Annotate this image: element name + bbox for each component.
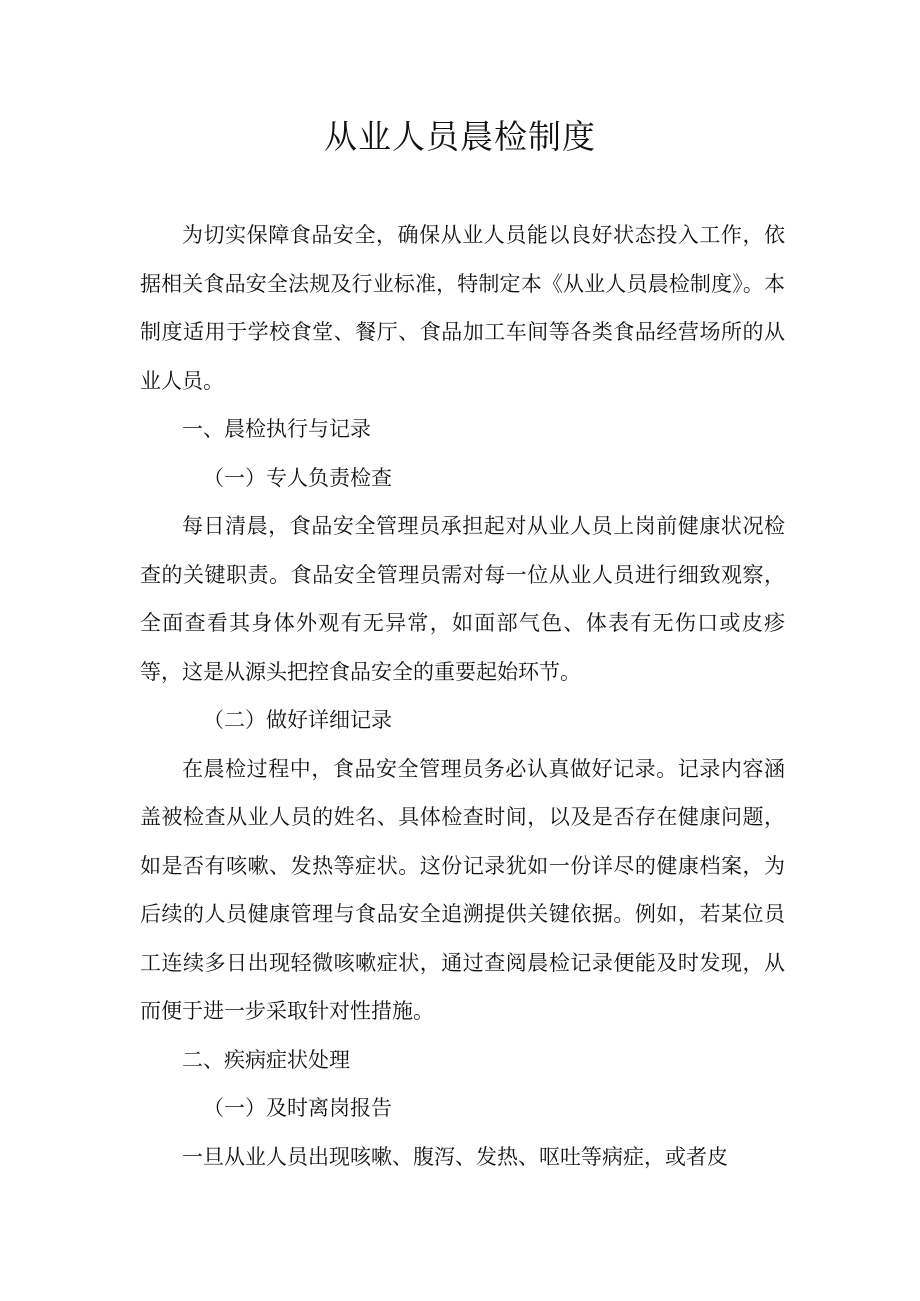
- intro-paragraph: 为切实保障食品安全，确保从业人员能以良好状态投入工作，依据相关食品安全法规及行业标准，特制定本《从业人员晨检制度》。本制度适用于学校食堂、餐厅、食品加工车间等各类食品经营场所的从业人员。: [140, 223, 785, 393]
- body-paragraph-1-1: 每日清晨，食品安全管理员承担起对从业人员上岗前健康状况检查的关键职责。食品安全管理员需对每一位从业人员进行细致观察，全面查看其身体外观有无异常，如面部气色、体表有无伤口或皮疹等，这是从源头把控食品安全的重要起始环节。: [140, 514, 785, 684]
- subsection-heading-1-2: （二）做好详细记录: [203, 708, 392, 732]
- document-title: 从业人员晨检制度: [324, 117, 596, 156]
- subsection-heading-2-1: （一）及时离岗报告: [203, 1096, 392, 1120]
- body-paragraph-1-2: 在晨检过程中，食品安全管理员务必认真做好记录。记录内容涵盖被检查从业人员的姓名、具体检查时间，以及是否存在健康问题，如是否有咳嗽、发热等症状。这份记录犹如一份详尽的健康档案，为后续的人员健康管理与食品安全追溯提供关键依据。例如，若某位员工连续多日出现轻微咳嗽症状，通过查阅晨检记录便能及时发现，从而便于进一步采取针对性措施。: [140, 756, 785, 1023]
- subsection-heading-1-1: （一）专人负责检查: [203, 465, 392, 490]
- document-body: [140, 211, 785, 1181]
- section-heading-2: 二、疾病症状处理: [182, 1047, 350, 1072]
- section-heading-1: 一、晨检执行与记录: [182, 417, 371, 441]
- body-paragraph-2-1: 一旦从业人员出现咳嗽、腹泻、发热、呕吐等病症，或者皮: [182, 1144, 728, 1169]
